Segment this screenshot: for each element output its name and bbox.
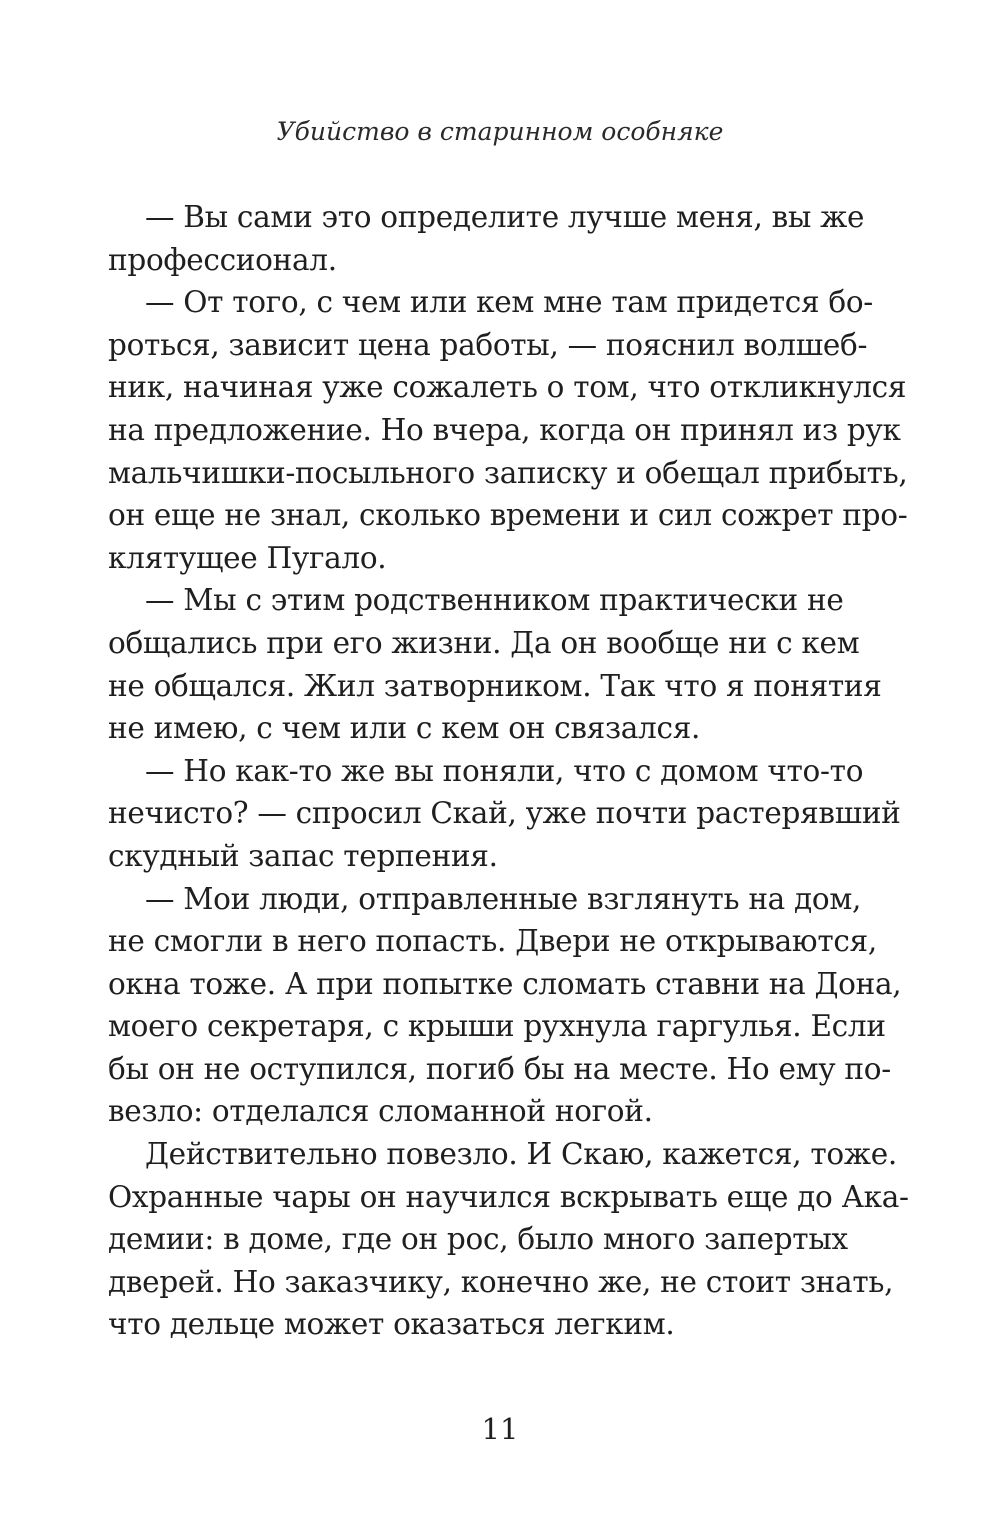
text-line: не имею, с чем или с кем он связался. [108, 711, 701, 746]
text-line: окна тоже. А при попытке сломать ставни на Дона, [108, 966, 902, 1001]
text-line: скудный запас терпения. [108, 838, 498, 873]
text-line: не смогли в него попасть. Двери не открываются, [108, 924, 877, 959]
text-line: на предложение. Но вчера, когда он принял из рук [108, 412, 901, 447]
text-line: роться, зависит цена работы, — пояснил волшеб- [108, 327, 868, 362]
text-line: — Но как-то же вы поняли, что с домом что-то [145, 753, 864, 788]
text-line: — Вы сами это определите лучше меня, вы же [145, 200, 865, 234]
text-line: бы он не оступился, погиб бы на месте. Но ему по- [108, 1051, 891, 1086]
text-line: везло: отделался сломанной ногой. [108, 1094, 653, 1129]
text-line: демии: в доме, где он рос, было много запертых [108, 1222, 848, 1257]
text-line: ник, начиная уже сожалеть о том, что откликнулся [108, 370, 907, 405]
text-line: Охранные чары он научился вскрывать еще до Ака- [108, 1179, 909, 1214]
text-line: общались при его жизни. Да он вообще ни с кем [108, 625, 860, 660]
text-line: клятущее Пугало. [108, 540, 387, 575]
text-line: дверей. Но заказчику, конечно же, не стоит знать, [108, 1264, 894, 1299]
text-line: он еще не знал, сколько времени и сил сожрет про- [108, 498, 908, 533]
text-line: — Мои люди, отправленные взглянуть на дом, [145, 881, 862, 916]
running-head: Убийство в старинном особняке [276, 117, 724, 146]
text-line: нечисто? — спросил Скай, уже почти растерявший [108, 796, 901, 831]
text-line: что дельце может оказаться легким. [108, 1307, 675, 1342]
text-line: — От того, с чем или кем мне там придется бо- [145, 285, 873, 320]
text-line: профессионал. [108, 242, 337, 277]
body-text [108, 196, 909, 1346]
text-line: Действительно повезло. И Скаю, кажется, тоже. [145, 1137, 897, 1172]
page-number: 11 [481, 1412, 519, 1446]
text-line: — Мы с этим родственником практически не [145, 583, 844, 618]
text-line: не общался. Жил затворником. Так что я понятия [108, 668, 882, 703]
text-line: мальчишки-посыльного записку и обещал прибыть, [108, 455, 908, 490]
text-line: моего секретаря, с крыши рухнула гаргулья. Если [108, 1009, 886, 1044]
